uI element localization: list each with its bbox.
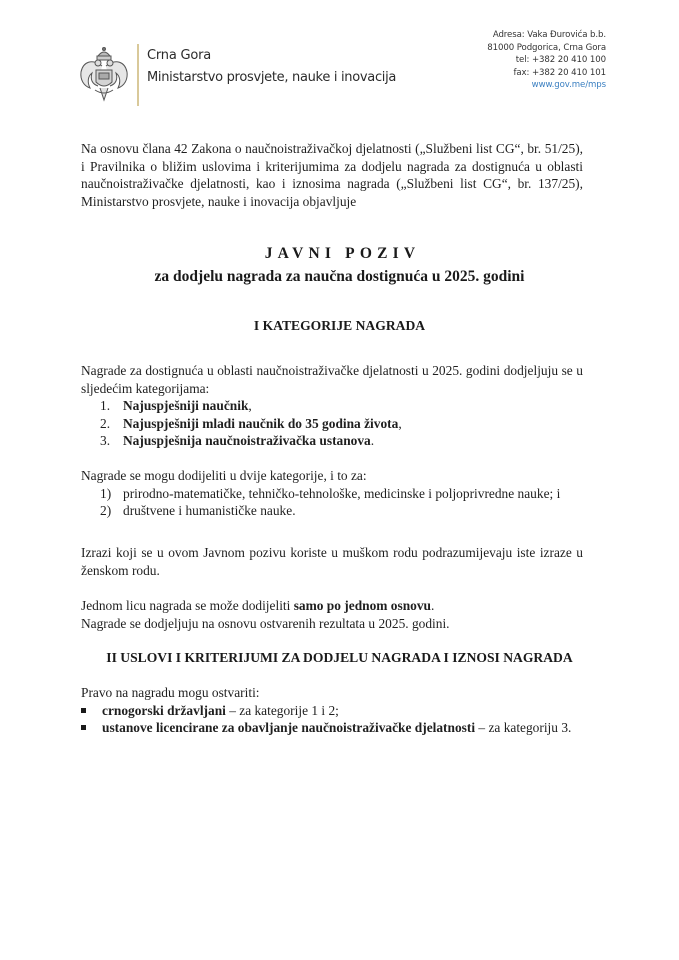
city: 81000 Podgorica, Crna Gora — [487, 42, 606, 53]
fields-paragraph — [81, 467, 583, 520]
paragraph-line: Izrazi koji se u ovom Javnom pozivu koriste u muškom rodu podrazumijevaju iste izraze u — [81, 545, 583, 560]
list-item — [81, 432, 583, 450]
paragraph-line: Nagrade se dodjeljuju na osnovu ostvarenih rezultata u 2025. godini. — [81, 615, 450, 631]
telephone: tel: +382 20 410 100 — [515, 55, 606, 66]
list-number: 2) — [100, 503, 112, 519]
title-main: JAVNI POZIV — [264, 245, 421, 262]
field-name: prirodno-matematičke, tehničko-tehnološke, medicinske i poljoprivredne nauke; i — [123, 485, 561, 501]
categories-paragraph — [81, 362, 583, 450]
punctuation: . — [370, 433, 375, 449]
punctuation: . — [430, 598, 435, 613]
paragraph-line: sljedećim kategorijama: — [81, 380, 210, 396]
list-item — [81, 397, 583, 415]
intro-paragraph — [81, 140, 583, 210]
square-bullet-icon — [81, 708, 86, 713]
list-item — [81, 702, 583, 720]
title-subtitle: za dodjelu nagrada za naučna dostignuća u 2025. godini — [154, 268, 525, 285]
category-name: Najuspješnija naučnoistraživačka ustanova — [123, 433, 371, 449]
list-number: 1. — [100, 398, 111, 414]
emphasis-text: samo po jednom osnovu — [293, 598, 431, 613]
eligible-party: crnogorski državljani — [102, 702, 226, 718]
letterhead-divider — [137, 44, 139, 106]
intro-line: i Pravilnika o bližim uslovima i kriterijumima za dodjelu nagrada za dostignuća u oblasti — [81, 158, 583, 174]
list-item — [81, 719, 583, 737]
intro-line: naučnoistraživačke djelatnosti, kao i iznosima nagrada („Službeni list CG“, br. 137/25), — [81, 176, 583, 192]
fax: fax: +382 20 410 101 — [513, 67, 606, 78]
website-link[interactable]: www.gov.me/mps — [531, 80, 606, 91]
eligibility-list — [81, 702, 583, 737]
eligible-party: ustanove licencirane za obavljanje naučnoistraživačke djelatnosti — [102, 720, 476, 736]
punctuation: , — [248, 398, 252, 414]
intro-line: Na osnovu člana 42 Zakona o naučnoistraživačkoj djelatnosti („Službeni list CG“, br. 51/25), — [81, 141, 583, 156]
section-heading-conditions: II USLOVI I KRITERIJUMI ZA DODJELU NAGRADA I IZNOSI NAGRADA — [106, 650, 573, 665]
list-item — [81, 485, 583, 503]
ministry-name: Ministarstvo prosvjete, nauke i inovacija — [147, 70, 397, 85]
document-title — [0, 244, 679, 287]
text-run: Jednom licu nagrada se može dodijeliti — [81, 598, 294, 613]
gender-note-paragraph — [81, 544, 583, 579]
list-number: 1) — [100, 485, 112, 501]
field-name: društvene i humanističke nauke. — [123, 503, 296, 519]
list-number: 2. — [100, 415, 111, 431]
contact-block — [487, 29, 606, 92]
coat-of-arms-icon — [78, 46, 130, 104]
paragraph-line: ženskom rodu. — [81, 562, 160, 578]
intro-line: Ministarstvo prosvjete, nauke i inovacija objavljuje — [81, 193, 357, 209]
category-name: Najuspješniji mladi naučnik do 35 godina života — [123, 415, 399, 431]
square-bullet-icon — [81, 725, 86, 730]
science-fields-list — [81, 485, 583, 520]
country-name: Crna Gora — [147, 48, 212, 63]
address: Adresa: Vaka Đurovića b.b. — [492, 30, 606, 40]
section-heading-categories: I KATEGORIJE NAGRADA — [253, 318, 426, 333]
list-item — [81, 415, 583, 433]
list-number: 3. — [100, 433, 111, 449]
punctuation: , — [398, 415, 402, 431]
paragraph-line: Nagrade za dostignuća u oblasti naučnoistraživačke djelatnosti u 2025. godini dodjeljuju se u — [81, 363, 583, 378]
single-basis-paragraph — [81, 597, 583, 632]
paragraph-line: Nagrade se mogu dodijeliti u dvije kategorije, i to za: — [81, 468, 367, 483]
award-categories-list — [81, 397, 583, 450]
organization-name — [147, 44, 396, 87]
paragraph-line: Pravo na nagradu mogu ostvariti: — [81, 685, 260, 700]
eligibility-scope: – za kategoriju 3. — [475, 720, 572, 736]
eligibility-scope: – za kategorije 1 i 2; — [225, 702, 339, 718]
category-name: Najuspješniji naučnik — [123, 398, 249, 414]
eligibility-paragraph — [81, 684, 583, 737]
list-item — [81, 502, 583, 520]
paragraph-line — [81, 597, 583, 615]
